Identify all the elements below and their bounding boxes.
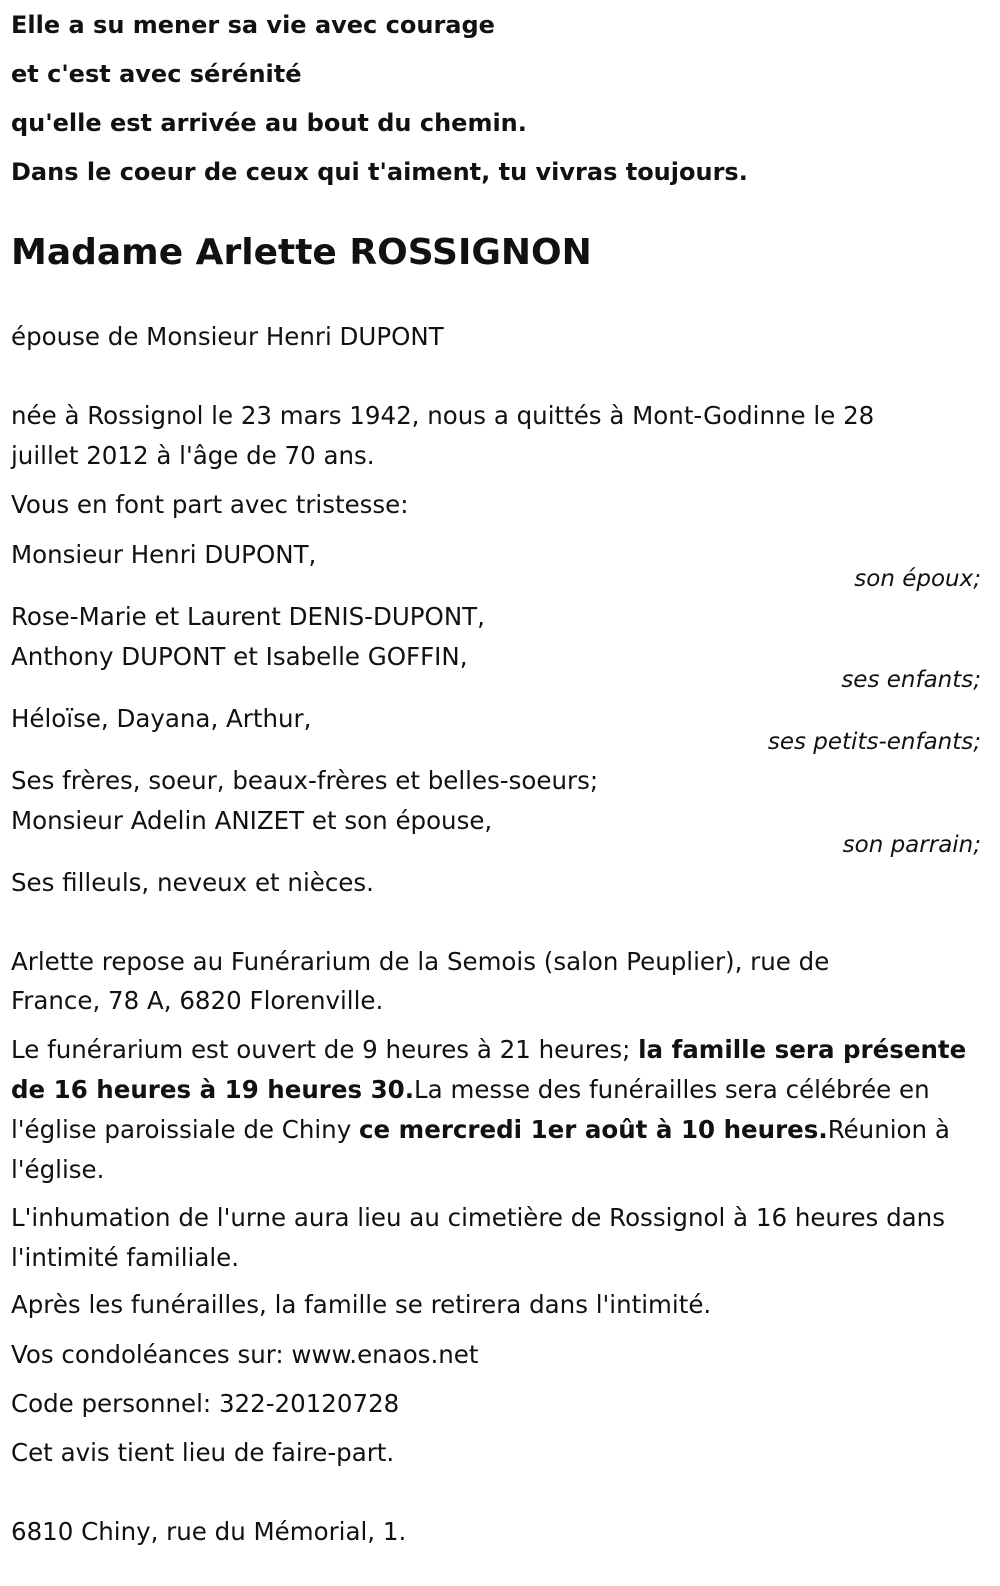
repose-line-2: France, 78 A, 6820 Florenville. [11, 986, 384, 1015]
verse-line-1: Elle a su mener sa vie avec courage [11, 11, 495, 39]
relative-role: son parrain; [842, 832, 981, 858]
relative-role: son époux; [854, 566, 981, 592]
relative-role: ses enfants; [841, 667, 981, 693]
notice-line: Cet avis tient lieu de faire-part. [11, 1438, 395, 1467]
condolences-line: Vos condoléances sur: www.enaos.net [11, 1340, 479, 1369]
deceased-name: Madame Arlette ROSSIGNON [11, 232, 592, 273]
relative-line: Ses frères, soeur, beaux-frères et belles-soeurs; [11, 766, 599, 795]
spouse-line: épouse de Monsieur Henri DUPONT [11, 322, 444, 351]
relative-line: Rose-Marie et Laurent DENIS-DUPONT, [11, 602, 485, 631]
repose-line-1: Arlette repose au Funérarium de la Semois (salon Peuplier), rue de [11, 947, 830, 976]
birth-death-line-1: née à Rossignol le 23 mars 1942, nous a quittés à Mont-Godinne le 28 [11, 401, 875, 430]
personal-code-line: Code personnel: 322-20120728 [11, 1389, 400, 1418]
address-line: 6810 Chiny, rue du Mémorial, 1. [11, 1517, 407, 1546]
mass-date-text: ce mercredi 1er août à 10 heures. [359, 1115, 828, 1144]
funeral-schedule-paragraph [11, 1030, 981, 1190]
closing-relatives: Ses filleuls, neveux et nièces. [11, 868, 374, 897]
relative-line: Héloïse, Dayana, Arthur, [11, 704, 312, 733]
meeting-text: Réunion à l'église. [11, 1115, 950, 1184]
inhumation-paragraph: L'inhumation de l'urne aura lieu au cimetière de Rossignol à 16 heures dans l'intimité familiale. [11, 1203, 945, 1272]
relative-line: Anthony DUPONT et Isabelle GOFFIN, [11, 642, 468, 671]
announcement-intro: Vous en font part avec tristesse: [11, 490, 409, 519]
family-presence-text: la famille sera présente de 16 heures à 19 heures 30. [11, 1035, 967, 1104]
after-funeral-line: Après les funérailles, la famille se retirera dans l'intimité. [11, 1290, 712, 1319]
relative-role: ses petits-enfants; [767, 729, 981, 755]
relative-line: Monsieur Henri DUPONT, [11, 540, 317, 569]
birth-death-line-2: juillet 2012 à l'âge de 70 ans. [11, 441, 375, 470]
verse-line-2: et c'est avec sérénité [11, 60, 302, 88]
verse-line-3: qu'elle est arrivée au bout du chemin. [11, 109, 527, 137]
relative-line: Monsieur Adelin ANIZET et son épouse, [11, 806, 493, 835]
verse-line-4: Dans le coeur de ceux qui t'aiment, tu vivras toujours. [11, 158, 748, 186]
opening-hours-text: Le funérarium est ouvert de 9 heures à 21 heures; [11, 1035, 639, 1064]
mass-text: La messe des funérailles sera célébrée en l'église paroissiale de Chiny [11, 1075, 930, 1144]
